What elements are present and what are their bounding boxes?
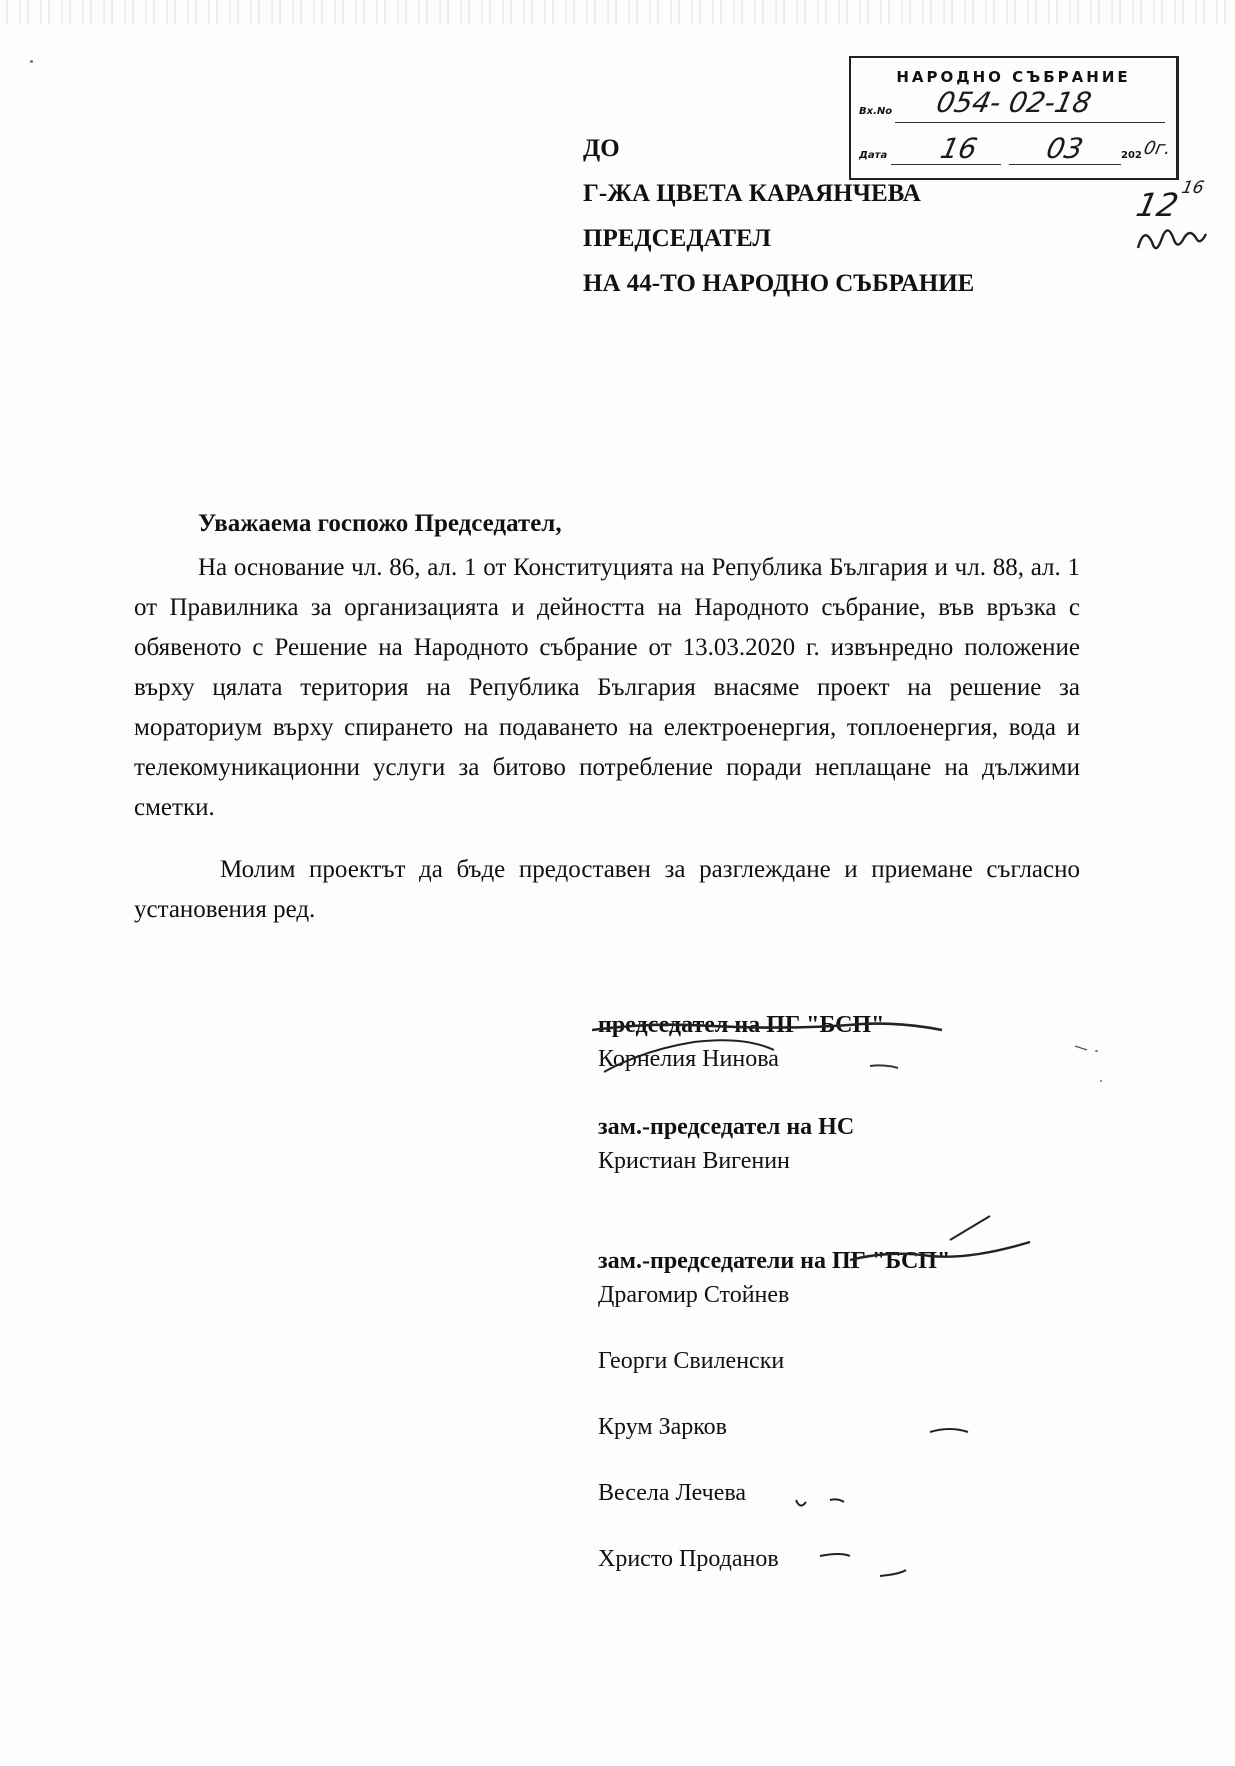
- scan-speck: [1100, 1080, 1102, 1082]
- signatory-1-role: председател на ПГ "БСП": [598, 1012, 885, 1038]
- stamp-date-month: 03: [1043, 132, 1087, 165]
- addressee-to: ДО: [583, 135, 620, 162]
- scan-mark: [1075, 1046, 1087, 1050]
- addressee-block: [583, 126, 974, 306]
- stamp-institution: НАРОДНО СЪБРАНИЕ: [896, 68, 1131, 86]
- addressee-title: ПРЕДСЕДАТЕЛ: [583, 225, 772, 252]
- stamp-date-year-printed: 202: [1121, 150, 1142, 161]
- signatory-3-name-1: Драгомир Стойнев: [598, 1282, 790, 1308]
- signatory-3-name-3: Крум Зарков: [598, 1414, 728, 1440]
- body-paragraph-2: Молим проектът да бъде предоставен за разглеждане и приемане съгласно установения ред.: [134, 856, 1080, 923]
- signatory-3-name-4: Весела Лечева: [598, 1480, 747, 1506]
- scan-speck: [1095, 1050, 1098, 1052]
- body-paragraph-1: На основание чл. 86, ал. 1 от Конституцията на Република България и чл. 88, ал. 1 от Правилника за организацията и дейността на Народното събрание, във връзка с обявеното с Решение на Народното събрание от 13.03.2020 г. извънредно положение върху цялата територия на Република България внасяме проект на решение за мораториум върху спирането на подаването на електроенергия, топлоенергия, вода и телекомуникационни услуги за битово потребление поради неплащане на дължими сметки.: [134, 554, 1080, 821]
- handwritten-time: 12: [1132, 186, 1182, 224]
- signatory-block-2: [598, 1110, 854, 1178]
- signatory-block-3: [598, 1244, 950, 1576]
- stamp-incoming-number: 054- 02-18: [933, 86, 1095, 119]
- signatory-3-name-2: Георги Свиленски: [598, 1348, 785, 1374]
- signatory-3-name-5: Христо Проданов: [598, 1546, 779, 1572]
- addressee-institution: НА 44-ТО НАРОДНО СЪБРАНИЕ: [583, 270, 975, 297]
- scan-speck: [30, 60, 33, 63]
- handwritten-time-minutes: 16: [1179, 178, 1206, 198]
- initials-signature: [1138, 230, 1206, 248]
- stamp-incoming-label: Вх.No: [859, 106, 893, 117]
- salutation: Уважаема госпожо Председател,: [198, 510, 562, 537]
- signatory-block-1: [598, 1008, 884, 1076]
- signature-stroke: [950, 1216, 990, 1240]
- stamp-date-day: 16: [937, 132, 981, 165]
- addressee-name: Г-ЖА ЦВЕТА КАРАЯНЧЕВА: [583, 180, 921, 207]
- signatory-1-name: Корнелия Нинова: [598, 1046, 779, 1072]
- stamp-date-year-handwritten: 0г.: [1141, 138, 1173, 159]
- stamp-date-label: Дата: [859, 150, 888, 161]
- stamp-incoming-underline: [895, 122, 1165, 123]
- signatory-2-name: Кристиан Вигенин: [598, 1148, 790, 1174]
- scan-noise-strip: [0, 0, 1235, 24]
- signatory-2-role: зам.-председател на НС: [598, 1114, 855, 1140]
- signatory-3-role: зам.-председатели на ПГ "БСП": [598, 1248, 951, 1274]
